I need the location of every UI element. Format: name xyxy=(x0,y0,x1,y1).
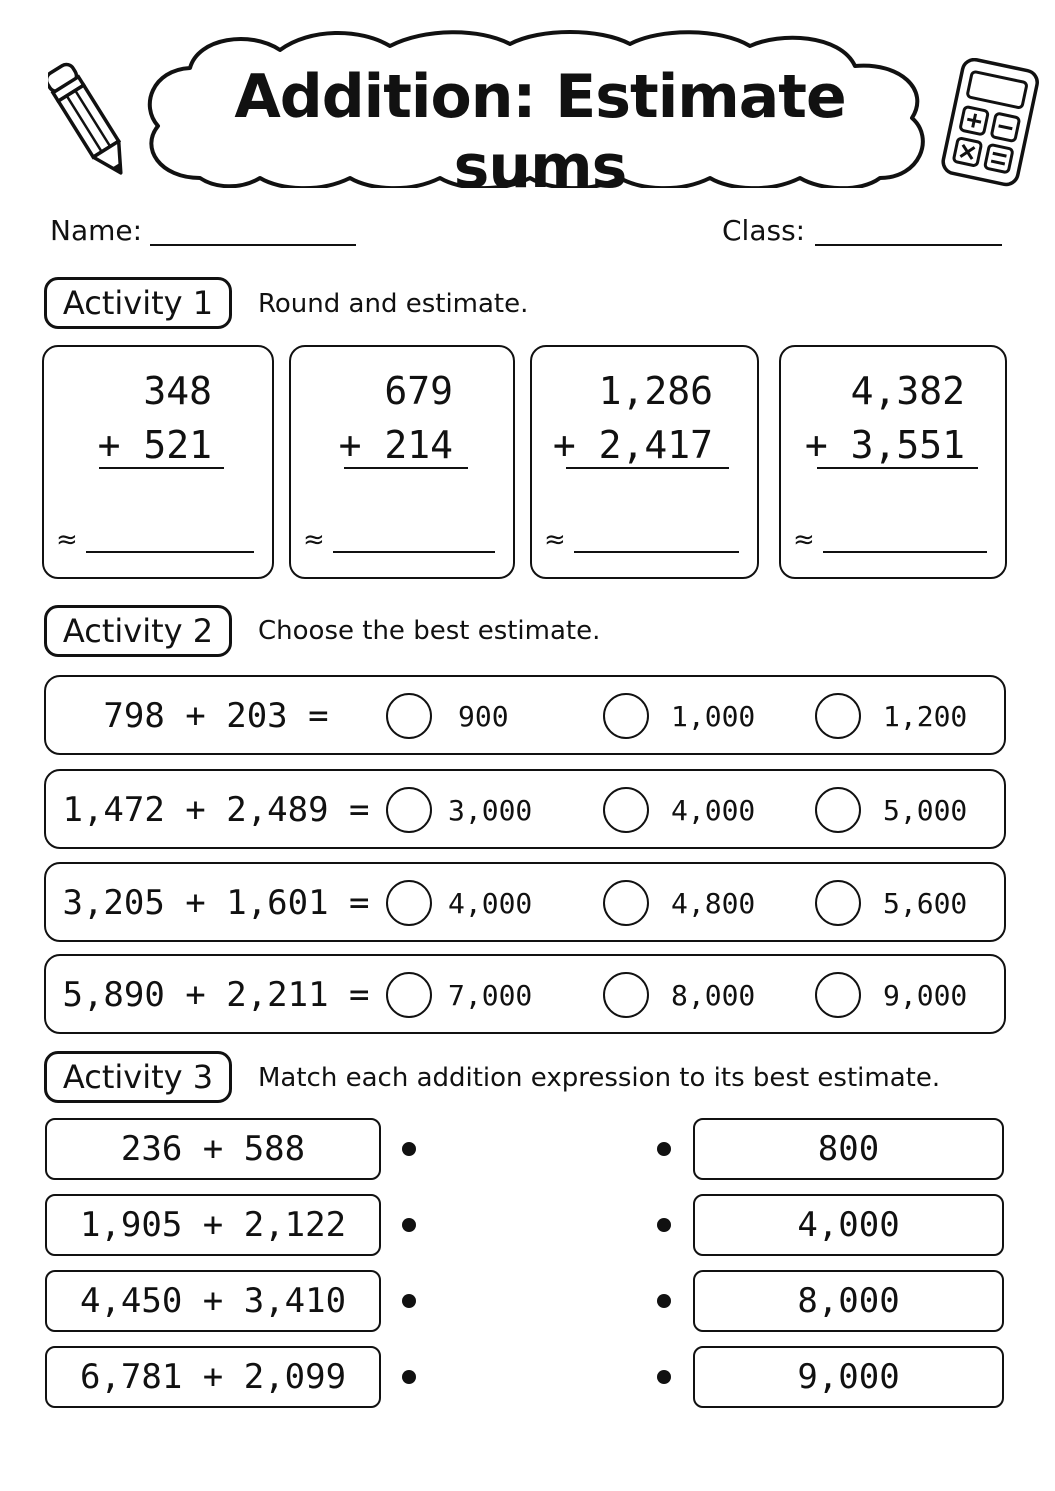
addition-expression: 3,205 + 1,601 = xyxy=(62,883,370,923)
option-radio[interactable] xyxy=(815,787,861,833)
approx-symbol: ≈ xyxy=(56,525,78,555)
name-label: Name: xyxy=(50,214,143,247)
option-radio[interactable] xyxy=(386,693,432,739)
activity-1-tag: Activity 1 xyxy=(44,277,232,329)
addition-expression: 798 + 203 = xyxy=(103,696,329,736)
match-estimate: 800 xyxy=(693,1118,1004,1180)
option-label: 7,000 xyxy=(448,979,533,1012)
addition-expression: 5,890 + 2,211 = xyxy=(62,975,370,1015)
option-label: 900 xyxy=(458,700,509,733)
match-dot-left[interactable] xyxy=(402,1294,416,1308)
match-dot-right[interactable] xyxy=(657,1370,671,1384)
option-radio[interactable] xyxy=(603,787,649,833)
option-label: 1,000 xyxy=(671,700,756,733)
option-radio[interactable] xyxy=(603,972,649,1018)
sum-rule xyxy=(817,467,978,469)
option-label: 4,800 xyxy=(671,887,756,920)
match-estimate: 8,000 xyxy=(693,1270,1004,1332)
option-label: 8,000 xyxy=(671,979,756,1012)
activity-3-instruction: Match each addition expression to its best estimate. xyxy=(258,1063,941,1093)
class-label: Class: xyxy=(722,214,806,247)
multiple-choice-row xyxy=(44,954,1006,1034)
sum-rule xyxy=(344,467,468,469)
multiple-choice-row xyxy=(44,862,1006,942)
estimate-answer-line[interactable] xyxy=(333,551,495,553)
option-radio[interactable] xyxy=(386,787,432,833)
option-radio[interactable] xyxy=(603,880,649,926)
activity-3-tag: Activity 3 xyxy=(44,1051,232,1103)
option-label: 9,000 xyxy=(883,979,968,1012)
match-dot-left[interactable] xyxy=(402,1142,416,1156)
activity-1-problem xyxy=(779,345,1007,579)
addend-bottom: + 214 xyxy=(338,423,453,467)
option-radio[interactable] xyxy=(386,880,432,926)
option-radio[interactable] xyxy=(815,693,861,739)
activity-1-instruction: Round and estimate. xyxy=(258,289,529,319)
addend-top: 1,286 xyxy=(598,369,713,413)
activity-1-problem xyxy=(289,345,515,579)
match-expression: 4,450 + 3,410 xyxy=(45,1270,381,1332)
option-label: 1,200 xyxy=(883,700,968,733)
activity-1-problem xyxy=(42,345,274,579)
multiple-choice-row xyxy=(44,675,1006,755)
addend-top: 4,382 xyxy=(850,369,965,413)
estimate-answer-line[interactable] xyxy=(823,551,987,553)
addend-bottom: + 2,417 xyxy=(552,423,713,467)
activity-2-instruction: Choose the best estimate. xyxy=(258,616,601,646)
approx-symbol: ≈ xyxy=(793,525,815,555)
activity-1-problem xyxy=(530,345,759,579)
worksheet-title: Addition: Estimate sums xyxy=(234,62,846,202)
option-label: 4,000 xyxy=(448,887,533,920)
sum-rule xyxy=(566,467,729,469)
approx-symbol: ≈ xyxy=(303,525,325,555)
addend-top: 348 xyxy=(143,369,212,413)
class-field[interactable] xyxy=(815,244,1002,246)
option-label: 5,000 xyxy=(883,794,968,827)
name-field[interactable] xyxy=(150,244,356,246)
option-label: 4,000 xyxy=(671,794,756,827)
sum-rule xyxy=(99,467,224,469)
estimate-answer-line[interactable] xyxy=(86,551,254,553)
option-radio[interactable] xyxy=(815,880,861,926)
addend-top: 679 xyxy=(384,369,453,413)
pencil-icon xyxy=(48,58,130,186)
option-radio[interactable] xyxy=(386,972,432,1018)
activity-2-tag: Activity 2 xyxy=(44,605,232,657)
match-estimate: 4,000 xyxy=(693,1194,1004,1256)
match-dot-left[interactable] xyxy=(402,1370,416,1384)
option-radio[interactable] xyxy=(815,972,861,1018)
multiple-choice-row xyxy=(44,769,1006,849)
match-expression: 236 + 588 xyxy=(45,1118,381,1180)
addend-bottom: + 3,551 xyxy=(804,423,965,467)
match-dot-right[interactable] xyxy=(657,1294,671,1308)
match-dot-right[interactable] xyxy=(657,1218,671,1232)
match-dot-right[interactable] xyxy=(657,1142,671,1156)
match-expression: 1,905 + 2,122 xyxy=(45,1194,381,1256)
addend-bottom: + 521 xyxy=(97,423,212,467)
option-label: 5,600 xyxy=(883,887,968,920)
option-radio[interactable] xyxy=(603,693,649,739)
approx-symbol: ≈ xyxy=(544,525,566,555)
calculator-icon xyxy=(940,58,1040,188)
match-dot-left[interactable] xyxy=(402,1218,416,1232)
addition-expression: 1,472 + 2,489 = xyxy=(62,790,370,830)
match-expression: 6,781 + 2,099 xyxy=(45,1346,381,1408)
match-estimate: 9,000 xyxy=(693,1346,1004,1408)
estimate-answer-line[interactable] xyxy=(574,551,739,553)
option-label: 3,000 xyxy=(448,794,533,827)
